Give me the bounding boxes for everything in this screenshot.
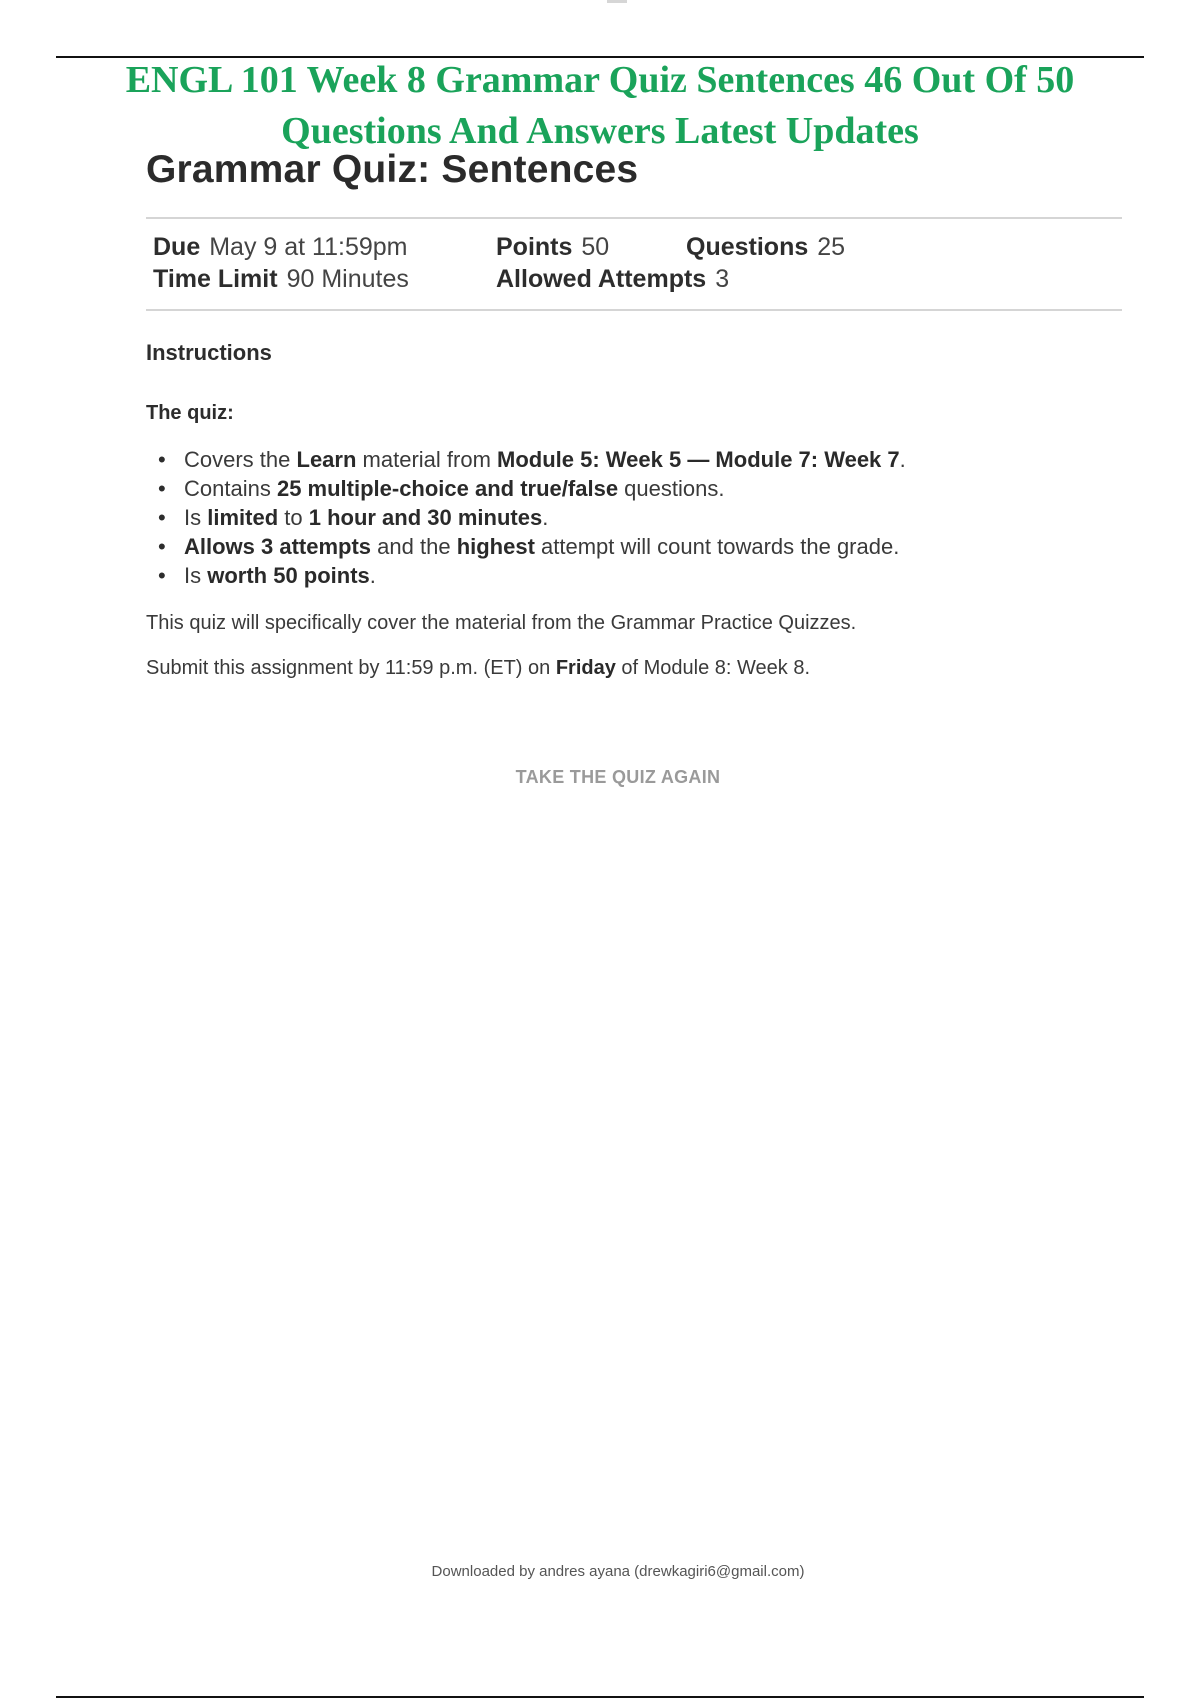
questions-label: Questions	[686, 233, 809, 261]
due-value: May 9 at 11:59pm	[209, 233, 408, 261]
attempts-meta	[496, 265, 729, 294]
attempts-value: 3	[715, 265, 730, 293]
questions-value: 25	[817, 233, 846, 261]
document-title: ENGL 101 Week 8 Grammar Quiz Sentences 46 Out Of 50 Questions And Answers Latest Updates	[125, 59, 1075, 152]
points-label: Points	[496, 233, 573, 261]
due-meta	[153, 233, 408, 262]
list-item: • Covers the Learn material from Module 5: Week 5 — Module 7: Week 7.	[158, 447, 906, 472]
submission-paragraph: Submit this assignment by 11:59 p.m. (ET) on Friday of Module 8: Week 8.	[146, 657, 811, 679]
list-item: • Is worth 50 points.	[158, 563, 376, 588]
time-limit-value: 90 Minutes	[286, 265, 409, 293]
list-item: • Allows 3 attempts and the highest attempt will count towards the grade.	[158, 534, 900, 559]
meta-top-divider	[146, 217, 1122, 219]
list-item: • Contains 25 multiple-choice and true/false questions.	[158, 476, 725, 501]
questions-meta	[686, 233, 845, 262]
download-footer: Downloaded by andres ayana (drewkagiri6@gmail.com)	[431, 1563, 805, 1580]
attempts-label: Allowed Attempts	[496, 265, 707, 293]
due-label: Due	[153, 233, 201, 261]
quiz-title: Grammar Quiz: Sentences	[146, 148, 639, 191]
bottom-divider	[56, 1696, 1144, 1698]
page-top-marker	[607, 0, 627, 3]
points-value: 50	[581, 233, 610, 261]
points-meta	[496, 233, 609, 262]
time-limit-meta	[153, 265, 409, 294]
meta-bottom-divider	[146, 309, 1122, 311]
quiz-label: The quiz:	[146, 402, 234, 424]
instructions-heading: Instructions	[146, 340, 272, 365]
time-limit-label: Time Limit	[153, 265, 278, 293]
instructions-list	[146, 445, 906, 590]
take-quiz-again-button[interactable]: TAKE THE QUIZ AGAIN	[0, 766, 1200, 789]
coverage-paragraph: This quiz will specifically cover the material from the Grammar Practice Quizzes.	[146, 612, 857, 634]
list-item: • Is limited to 1 hour and 30 minutes.	[158, 505, 549, 530]
